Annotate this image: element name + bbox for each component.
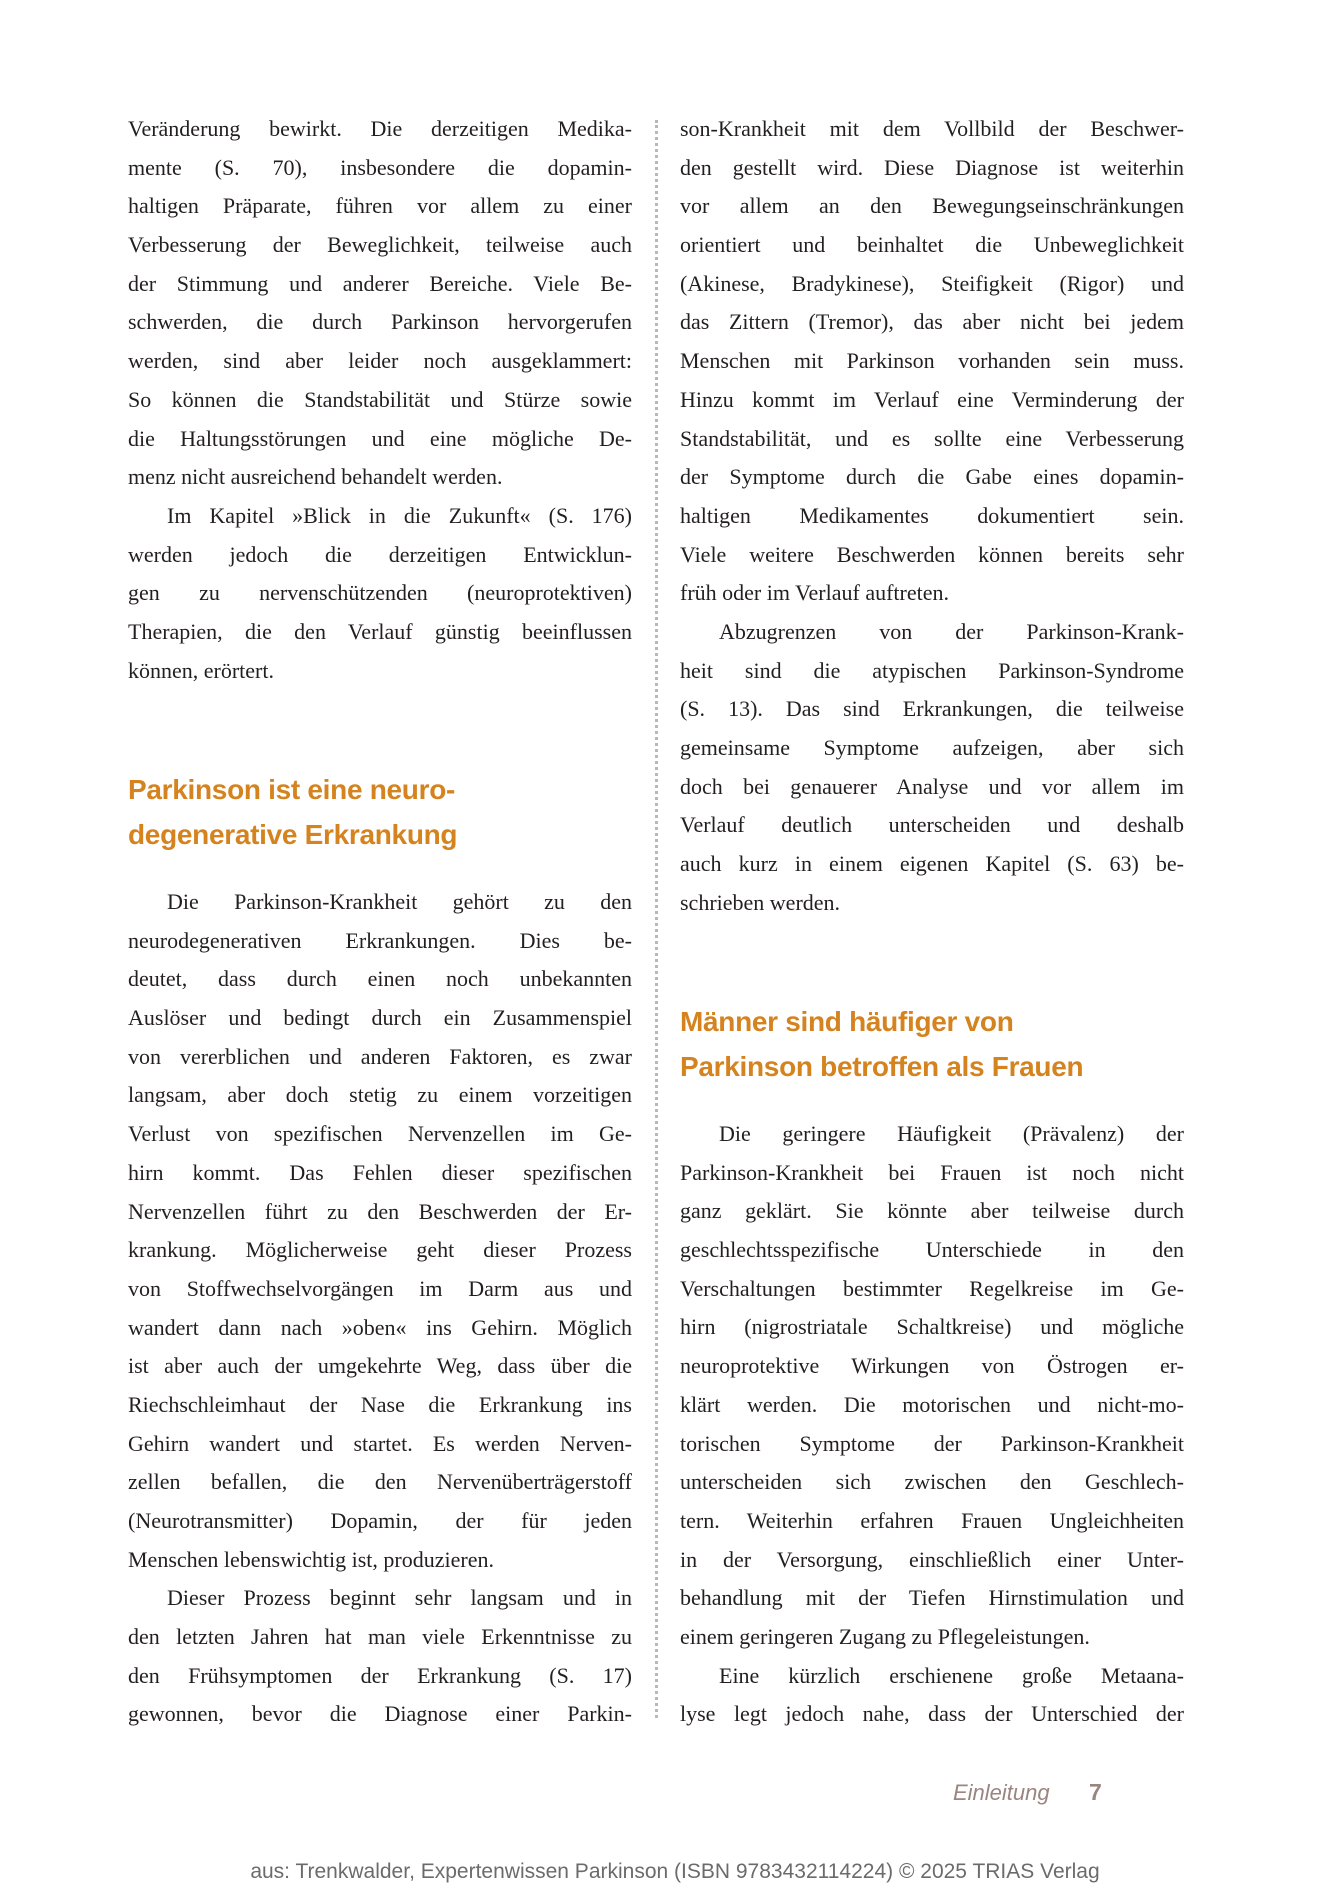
text-line: mente (S. 70), insbesondere die dopamin- [128,154,632,180]
text-line: Im Kapitel »Blick in die Zukunft« (S. 176) [167,502,632,528]
text-line: von vererblichen und anderen Faktoren, es zwar [128,1043,632,1069]
heading-line: degenerative Erkrankung [128,819,458,850]
text-line: wandert dann nach »oben« ins Gehirn. Möglich [128,1314,632,1340]
text-line: vor allem an den Bewegungseinschränkungen [680,193,1184,219]
text-line: langsam, aber doch stetig zu einem vorzeitigen [128,1082,632,1108]
left-column-block-2 [128,883,632,1734]
paragraph [680,613,1184,923]
text-line: Eine kürzlich erschienene große Metaana- [719,1662,1184,1688]
paragraph [128,883,632,1579]
text-line: Hinzu kommt im Verlauf eine Verminderung der [680,386,1184,412]
text-line: die Haltungsstörungen und eine mögliche De- [128,425,632,451]
text-line: gemeinsame Symptome aufzeigen, aber sich [680,735,1184,760]
paragraph [680,1657,1184,1734]
text-line: geschlechtsspezifische Unterschiede in den [680,1237,1184,1263]
text-line: Menschen mit Parkinson vorhanden sein muss. [680,348,1184,374]
text-line: klärt werden. Die motorischen und nicht-mo- [680,1391,1184,1417]
text-line: So können die Standstabilität und Stürze sowie [128,386,632,412]
copyright-notice: aus: Trenkwalder, Expertenwissen Parkinson (ISBN 9783432114224) © 2025 TRIAS Verlag [250,1860,1100,1883]
text-line: ist aber auch der umgekehrte Weg, dass über die [128,1353,632,1379]
text-line: hirn (nigrostriatale Schaltkreise) und mögliche [680,1314,1184,1340]
text-line: neurodegenerativen Erkrankungen. Dies be- [128,927,632,953]
text-line: werden jedoch die derzeitigen Entwicklun- [128,541,632,567]
text-line: Gehirn wandert und startet. Es werden Nerven- [128,1430,632,1456]
paragraph [680,110,1184,613]
text-line: Veränderung bewirkt. Die derzeitigen Medika- [128,116,632,141]
text-line: Abzugrenzen von der Parkinson-Krank- [719,618,1184,644]
text-line: lyse legt jedoch nahe, dass der Unterschied der [680,1701,1184,1727]
section-heading-neurodegenerative [128,767,457,857]
text-line: schwerden, die durch Parkinson hervorgerufen [128,309,632,335]
text-line: deutet, dass durch einen noch unbekannten [128,966,632,992]
text-line: Menschen lebenswichtig ist, produzieren. [128,1546,494,1572]
text-line: der Symptome durch die Gabe eines dopamin- [680,464,1184,490]
text-line: menz nicht ausreichend behandelt werden. [128,464,503,490]
paragraph [128,1579,632,1734]
text-line: den letzten Jahren hat man viele Erkenntnisse zu [128,1624,632,1650]
text-line: in der Versorgung, einschließlich einer Unter- [680,1546,1184,1572]
page-number: 7 [1089,1779,1102,1805]
text-line: Dieser Prozess beginnt sehr langsam und in [167,1585,632,1611]
text-line: den gestellt wird. Diese Diagnose ist weiterhin [680,154,1184,180]
text-line: hirn kommt. Das Fehlen dieser spezifischen [128,1159,632,1185]
text-line: orientiert und beinhaltet die Unbeweglichkeit [680,232,1184,258]
text-line: Die Parkinson-Krankheit gehört zu den [167,889,632,914]
paragraph [680,1115,1184,1657]
text-line: Verlust von spezifischen Nervenzellen im Ge- [128,1121,632,1147]
text-line: Nervenzellen führt zu den Beschwerden der Er- [128,1198,632,1224]
text-line: Verlauf deutlich unterscheiden und deshalb [680,812,1184,838]
text-line: Standstabilität, und es sollte eine Verbesserung [680,425,1184,451]
text-line: Viele weitere Beschwerden können bereits sehr [680,541,1184,567]
text-line: Auslöser und bedingt durch ein Zusammenspiel [128,1005,632,1031]
heading-line: Männer sind häufiger von [680,1006,1014,1037]
running-footer-section: Einleitung [953,1780,1050,1805]
text-line: Riechschleimhaut der Nase die Erkrankung ins [128,1391,632,1417]
right-column-block-2 [680,1115,1184,1734]
text-line: unterscheiden sich zwischen den Geschlech- [680,1469,1184,1495]
paragraph [128,110,632,497]
text-line: behandlung mit der Tiefen Hirnstimulation und [680,1585,1184,1611]
heading-line: Parkinson betroffen als Frauen [680,1051,1084,1082]
text-line: doch bei genauerer Analyse und vor allem im [680,773,1184,799]
text-line: gewonnen, bevor die Diagnose einer Parkin- [128,1701,632,1727]
text-line: einem geringeren Zugang zu Pflegeleistungen. [680,1623,1090,1649]
text-line: Verbesserung der Beweglichkeit, teilweise auch [128,232,632,258]
text-line: auch kurz in einem eigenen Kapitel (S. 63) be- [680,851,1184,877]
paragraph [128,497,632,690]
text-line: haltigen Präparate, führen vor allem zu einer [128,193,632,219]
right-column-block-1 [680,110,1184,922]
left-column-block-1 [128,110,632,690]
text-line: den Frühsymptomen der Erkrankung (S. 17) [128,1662,632,1688]
text-line: Die geringere Häufigkeit (Prävalenz) der [719,1121,1184,1146]
text-line: haltigen Medikamentes dokumentiert sein. [680,502,1184,528]
text-line: können, erörtert. [128,657,274,683]
section-heading-men-women [680,999,1083,1089]
text-line: Therapien, die den Verlauf günstig beeinflussen [128,618,632,644]
text-line: (Neurotransmitter) Dopamin, der für jeden [128,1508,632,1533]
text-line: (Akinese, Bradykinese), Steifigkeit (Rigor) und [680,270,1184,296]
text-line: der Stimmung und anderer Bereiche. Viele Be- [128,270,632,296]
text-line: gen zu nervenschützenden (neuroprotektiven) [128,580,632,606]
text-line: zellen befallen, die den Nervenüberträgerstoff [128,1469,632,1495]
text-line: krankung. Möglicherweise geht dieser Prozess [128,1237,632,1263]
text-line: Parkinson-Krankheit bei Frauen ist noch nicht [680,1159,1184,1185]
text-line: Verschaltungen bestimmter Regelkreise im Ge- [680,1275,1184,1301]
text-line: von Stoffwechselvorgängen im Darm aus und [128,1275,632,1301]
text-line: werden, sind aber leider noch ausgeklammert: [128,348,632,374]
text-line: neuroprotektive Wirkungen von Östrogen er- [680,1353,1184,1379]
text-line: das Zittern (Tremor), das aber nicht bei jedem [680,309,1184,335]
heading-line: Parkinson ist eine neuro- [128,774,456,805]
text-line: (S. 13). Das sind Erkrankungen, die teilweise [680,696,1184,722]
text-line: schrieben werden. [680,889,841,915]
column-divider [655,120,658,1718]
text-line: heit sind die atypischen Parkinson-Syndrome [680,657,1184,683]
text-line: son-Krankheit mit dem Vollbild der Beschwer- [680,116,1184,141]
text-line: früh oder im Verlauf auftreten. [680,580,949,606]
text-line: tern. Weiterhin erfahren Frauen Ungleichheiten [680,1507,1184,1533]
text-line: ganz geklärt. Sie könnte aber teilweise durch [680,1198,1184,1224]
text-line: torischen Symptome der Parkinson-Krankheit [680,1430,1184,1456]
